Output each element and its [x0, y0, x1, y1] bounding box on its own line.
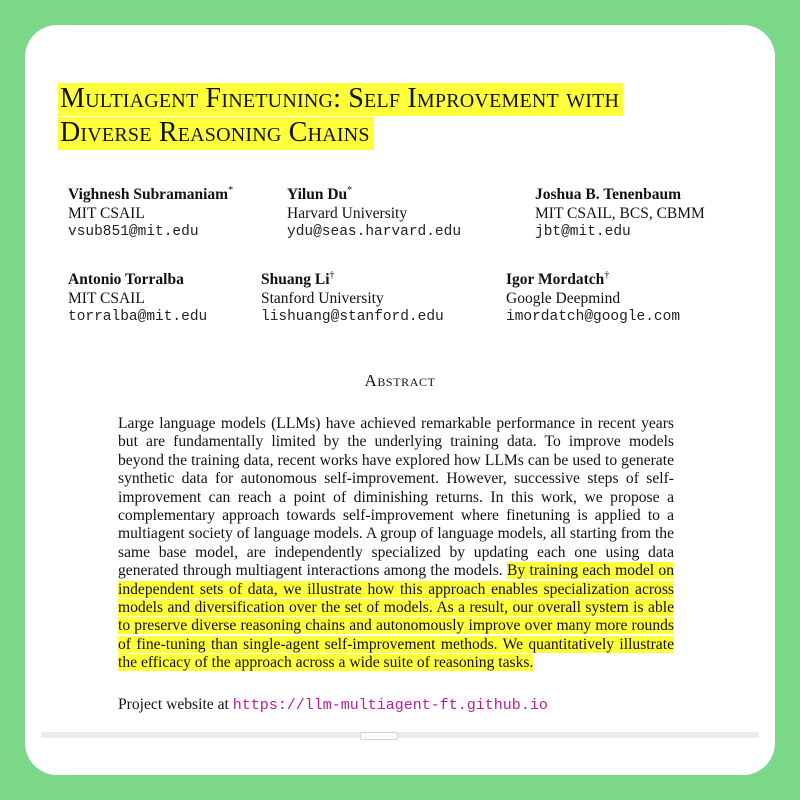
author-affiliation: MIT CSAIL [68, 205, 145, 223]
author-affiliation: MIT CSAIL, BCS, CBMM [535, 205, 705, 223]
paper-card [25, 25, 775, 775]
abstract-highlighted-text: By training each model on independent sets of data, we illustrate how this approach enables specialization across models and diversification over the set of models. As a result, our overall system is able to preserve diverse reasoning chains and autonomously improve over many more rounds of fine-tuning than single-agent self-improvement methods. We quantitatively illustrate the efficacy of the approach across a wide suite of reasoning tasks. [118, 562, 674, 672]
author-email[interactable]: torralba@mit.edu [68, 309, 208, 326]
author-affiliation: Stanford University [261, 290, 384, 308]
author-email[interactable]: ydu@seas.harvard.edu [287, 224, 462, 241]
author-block [68, 181, 233, 242]
author-email[interactable]: lishuang@stanford.edu [261, 309, 444, 326]
author-block [506, 266, 680, 327]
project-website [118, 696, 548, 714]
author-name: Joshua B. Tenenbaum [535, 186, 682, 204]
author-block [261, 266, 444, 327]
title-line-2: Diverse Reasoning Chains [58, 117, 374, 150]
author-email[interactable]: imordatch@google.com [506, 309, 681, 326]
title-line-1: Multiagent Finetuning: Self Improvement with [58, 83, 623, 116]
author-block [68, 266, 207, 327]
author-name: Antonio Torralba [68, 271, 184, 289]
website-label: Project website at [118, 696, 229, 713]
author-affiliation: Google Deepmind [506, 290, 621, 308]
author-name: Igor Mordatch [506, 271, 605, 289]
author-affiliation: Harvard University [287, 205, 408, 223]
scrollbar-thumb[interactable] [360, 732, 398, 740]
author-name: Shuang Li [261, 271, 330, 289]
author-mark: † [604, 270, 610, 281]
horizontal-scrollbar[interactable] [41, 732, 759, 738]
paper-title [58, 82, 758, 150]
author-email[interactable]: jbt@mit.edu [535, 224, 631, 241]
author-mark: † [329, 270, 335, 281]
abstract-body [118, 415, 674, 673]
author-block [287, 181, 461, 242]
author-name: Yilun Du [287, 186, 348, 204]
author-mark: * [228, 185, 234, 196]
abstract-heading: Abstract [364, 371, 436, 390]
website-link[interactable]: https://llm-multiagent-ft.github.io [232, 697, 548, 714]
abstract-text: Large language models (LLMs) have achieved remarkable performance in recent years but are fundamentally limited by the underlying training data. To improve models beyond the training data, recent works have explored how LLMs can be used to generate synthetic data for autonomous self-improvement. However, successive steps of self-improvement can reach a point of diminishing returns. In this work, we propose a complementary approach towards self-improvement where finetuning is applied to a multiagent society of language models. A group of language models, all starting from the same base model, are independently specialized by updating each one using data generated through multiagent interactions among the models. [118, 415, 674, 580]
author-name: Vighnesh Subramaniam [68, 186, 229, 204]
author-email[interactable]: vsub851@mit.edu [68, 224, 199, 241]
author-affiliation: MIT CSAIL [68, 290, 145, 308]
author-mark: * [347, 185, 353, 196]
author-block [535, 181, 705, 242]
